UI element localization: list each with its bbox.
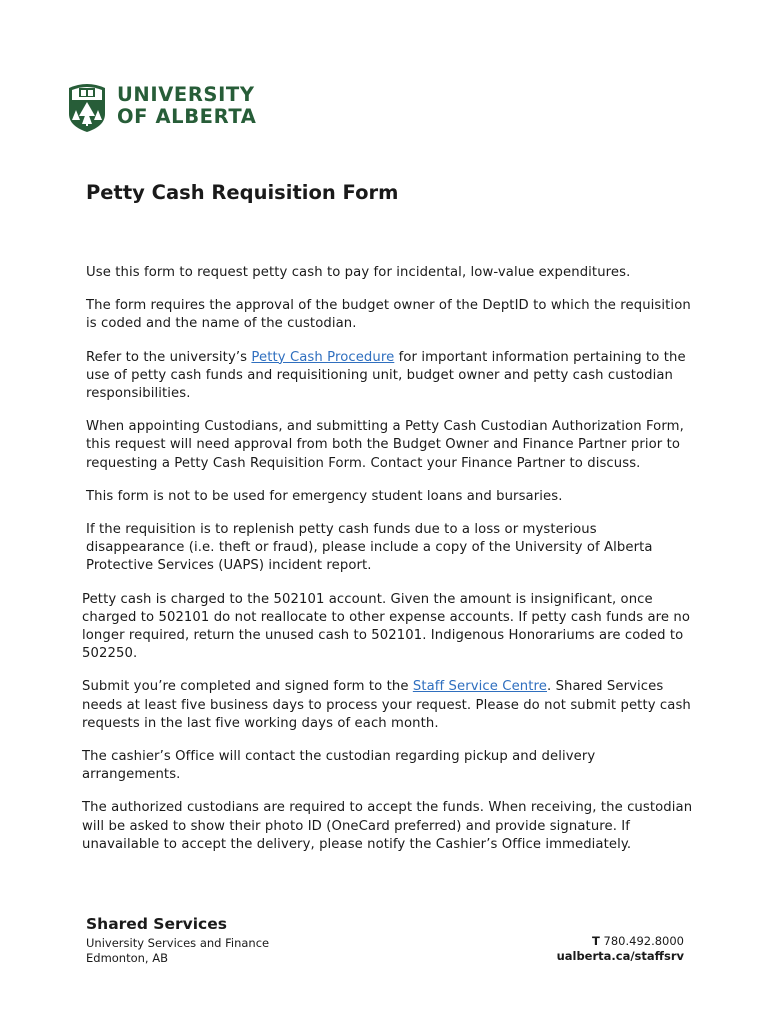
paragraph-submit [82,678,696,733]
footer-department: University Services and Finance [86,936,270,950]
paragraph-account: Petty cash is charged to the 502101 account. Given the amount is insignificant, once charged to 502101 do not reallocate to other expense accounts. If petty cash funds are no longer required, return the unused cash to 502101. Indigenous Honorariums are coded to 502250. [82,591,691,662]
footer-contact [557,934,684,964]
petty-cash-procedure-link[interactable]: Petty Cash Procedure [251,349,395,365]
paragraph-approval: The form requires the approval of the budget owner of the DeptID to which the requisition is coded and the name of the custodian. [86,298,691,332]
paragraph-submit-after: . Shared Services needs at least five business days to process your request. Please do not submit petty cash requests in the last five working days of each month. [82,679,691,731]
paragraph-replenish: If the requisition is to replenish petty cash funds due to a loss or mysterious disappearance (i.e. theft or fraud), please include a copy of the University of Alberta Protective Services (UAPS) incident report. [86,522,653,574]
paragraph-submit-before: Submit you’re completed and signed form to the [82,679,413,695]
page-title: Petty Cash Requisition Form [86,181,399,204]
footer-address [86,915,269,965]
footer-phone [557,934,684,949]
phone-number: 780.492.8000 [603,934,684,948]
crest-icon [67,80,107,132]
footer-url[interactable]: ualberta.ca/staffsrv [556,949,684,963]
logo-line-1: UNIVERSITY [117,83,255,106]
phone-prefix: T [592,934,600,948]
logo-line-2: OF ALBERTA [117,105,257,128]
paragraph-custodians: When appointing Custodians, and submitting a Petty Cash Custodian Authorization Form, this request will need approval from both the Budget Owner and Finance Partner prior to requesting a Petty Cash Requisition Form. Contact your Finance Partner to discuss. [86,419,684,471]
paragraph-authorized: The authorized custodians are required to accept the funds. When receiving, the custodian will be asked to show their photo ID (OneCard preferred) and provide signature. If unavailable to accept the delivery, please notify the Cashier’s Office immediately. [82,800,693,852]
paragraph-cashier: The cashier’s Office will contact the custodian regarding pickup and delivery arrangements. [82,749,596,783]
paragraph-procedure-after: for important information pertaining to the use of petty cash funds and requisitioning unit, budget owner and petty cash custodian responsibilities. [86,349,686,402]
staff-service-centre-link[interactable]: Staff Service Centre [412,679,547,695]
logo-wordmark [117,84,256,128]
footer-title: Shared Services [86,915,227,933]
paragraph-procedure-before: Refer to the university’s [86,349,252,365]
paragraph-procedure [86,349,696,404]
form-instructions [82,264,696,869]
footer-city: Edmonton, AB [86,950,168,965]
paragraph-intro: Use this form to request petty cash to pay for incidental, low-value expenditures. [86,265,631,280]
paragraph-not-for-loans: This form is not to be used for emergency student loans and bursaries. [86,488,563,504]
university-logo [67,80,256,132]
